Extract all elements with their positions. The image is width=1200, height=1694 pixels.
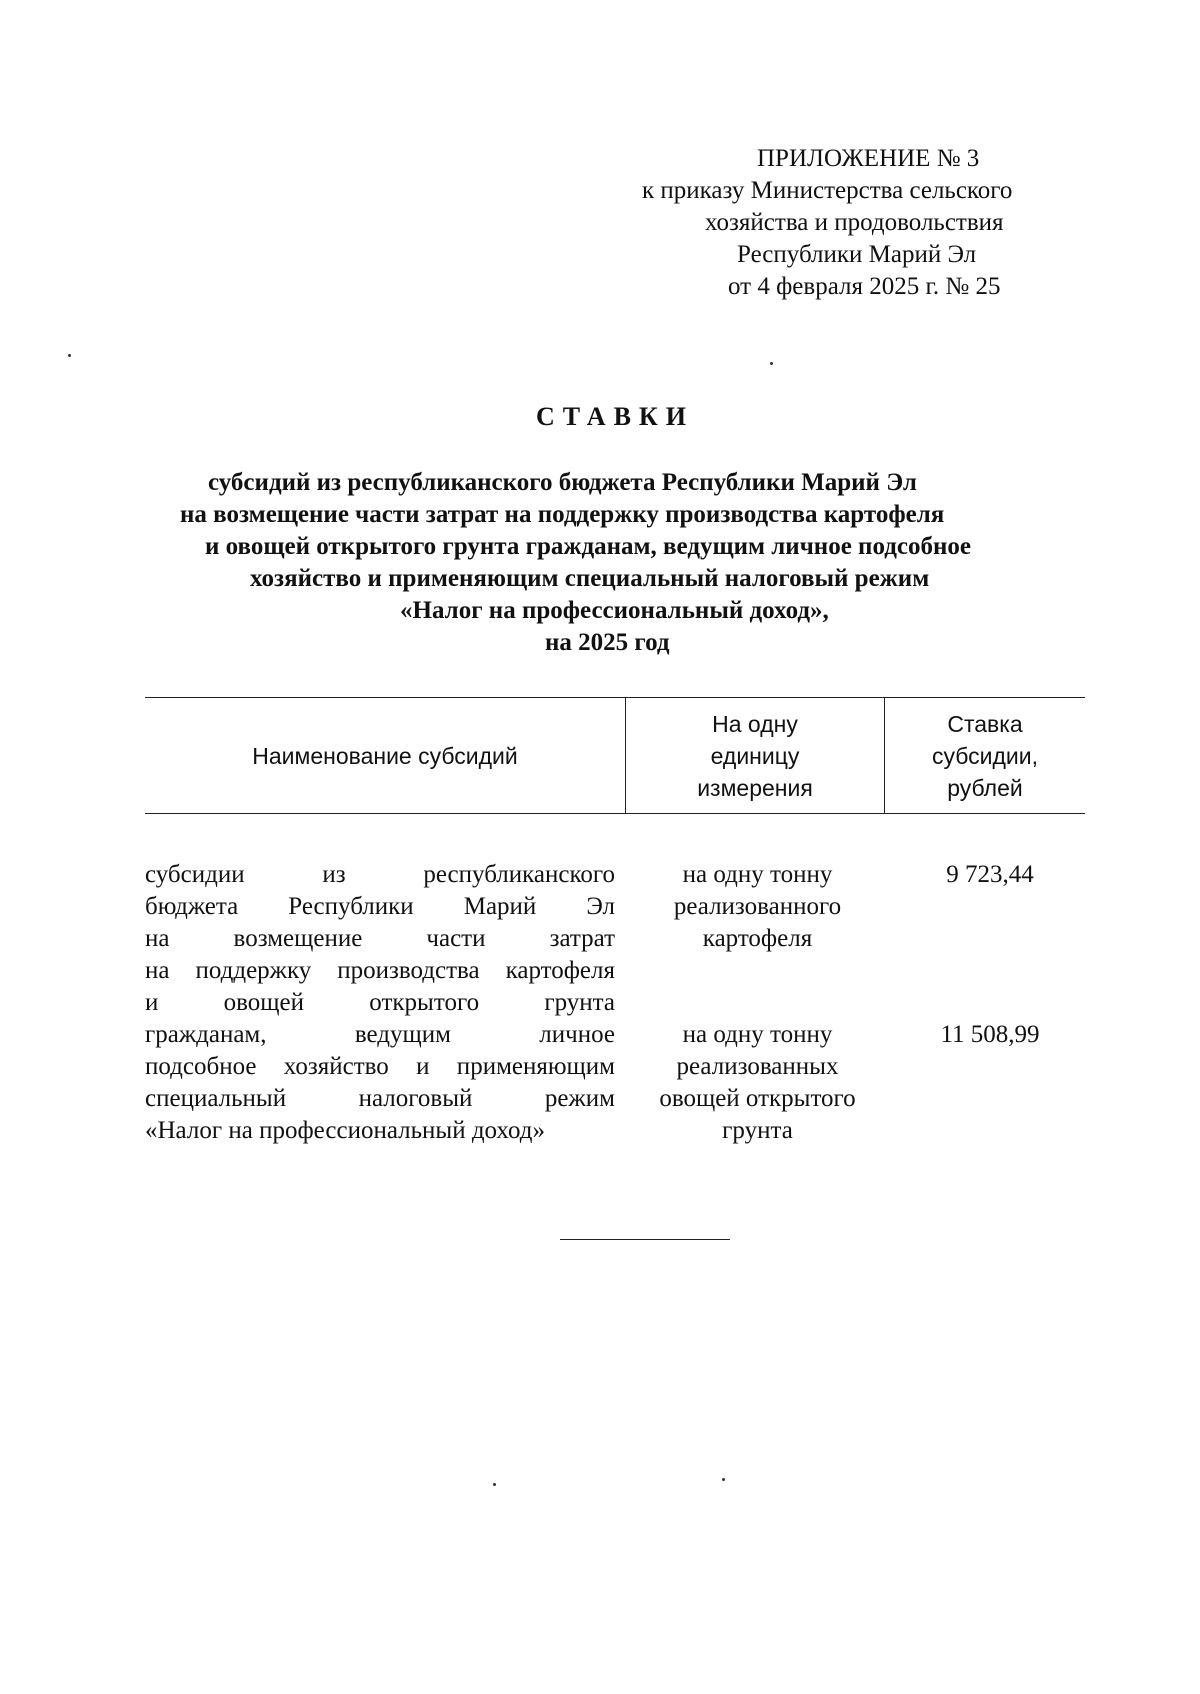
scan-speck xyxy=(770,362,773,365)
row-potato-unit: на одну тонну реализованного картофеля xyxy=(673,861,842,952)
subtitle-line: субсидий из республиканского бюджета Республики Марий Эл xyxy=(208,469,917,496)
document-title: СТАВКИ xyxy=(535,402,695,431)
subtitle-line: на возмещение части затрат на поддержку производства картофеля xyxy=(180,501,945,528)
row-potato-rate: 9 723,44 xyxy=(946,861,1034,888)
closing-divider xyxy=(560,1239,730,1240)
subtitle-line: и овощей открытого грунта гражданам, ведущим личное подсобное xyxy=(205,533,971,560)
rates-table xyxy=(145,697,1085,1144)
header-rate: Ставка субсидии, рублей xyxy=(931,710,1039,801)
appendix-order-line: к приказу Министерства сельского xyxy=(642,177,1013,204)
subsidy-description: субсидии из республиканского бюджета Республики Марий Эл на возмещение части затрат на поддержку производства картофеля и овощей открытого грунта гражданам, ведущим личное подсобное хозяйство и применяющим специальный налоговый режим «Налог на профессиональный доход» xyxy=(145,861,615,1144)
appendix-ministry-line: хозяйства и продовольствия xyxy=(705,209,1004,236)
table-header xyxy=(145,697,1085,814)
header-name: Наименование субсидий xyxy=(252,742,518,769)
subtitle-line: хозяйство и применяющим специальный налоговый режим xyxy=(250,565,930,592)
subtitle-line: «Налог на профессиональный доход», xyxy=(400,597,829,624)
appendix-date-line: от 4 февраля 2025 г. № 25 xyxy=(728,273,1001,300)
row-vegetables-rate: 11 508,99 xyxy=(940,1021,1040,1048)
appendix-number: ПРИЛОЖЕНИЕ № 3 xyxy=(757,145,980,172)
appendix-republic-line: Республики Марий Эл xyxy=(737,241,977,268)
scan-speck xyxy=(493,1483,496,1486)
row-vegetables-unit: на одну тонну реализованных овощей открытого грунта xyxy=(659,1021,856,1144)
header-unit: На одну единицу измерения xyxy=(625,698,885,813)
scan-speck xyxy=(68,354,71,357)
scan-speck xyxy=(722,1478,725,1481)
subtitle-line: на 2025 год xyxy=(545,629,670,656)
